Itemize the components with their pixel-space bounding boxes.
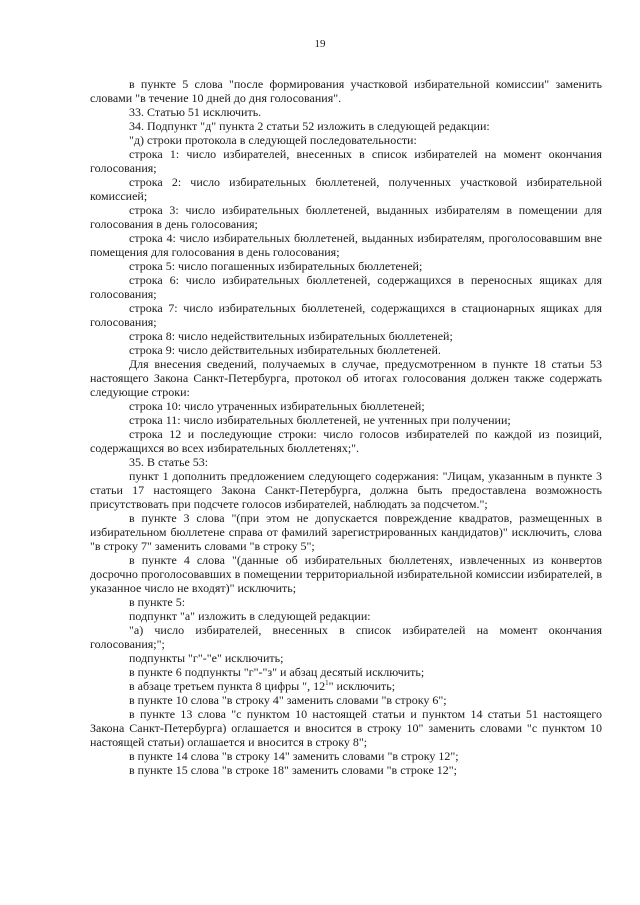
text-fragment: в абзаце третьем пункта 8 цифры ", 12 — [129, 679, 326, 693]
paragraph — [90, 679, 602, 693]
paragraph: в пункте 14 слова "в строку 14" заменить словами "в строку 12"; — [129, 749, 459, 763]
paragraph: строка 7: число избирательных бюллетеней, содержащихся в стационарных ящиках для голосования; — [90, 301, 602, 329]
paragraph: строка 5: число погашенных избирательных бюллетеней; — [129, 259, 423, 273]
paragraph: 35. В статье 53: — [129, 455, 209, 469]
paragraph: пункт 1 дополнить предложением следующего содержания: "Лицам, указанным в пункте 3 статьи 17 настоящего Закона Санкт-Петербурга, должна быть предоставлена возможность присутствовать при подсчете голосов избирателей, наблюдать за подсчетом."; — [90, 469, 602, 511]
paragraph: "а) число избирателей, внесенных в список избирателей на момент окончания голосования;"; — [90, 623, 602, 651]
paragraph: в пункте 15 слова "в строке 18" заменить словами "в строке 12"; — [129, 763, 458, 777]
paragraph: строка 12 и последующие строки: число голосов избирателей по каждой из позиций, содержащихся во всех избирательных бюллетенях;". — [90, 427, 602, 455]
text-fragment: " исключить; — [328, 679, 396, 693]
paragraph: "д) строки протокола в следующей последовательности: — [129, 133, 417, 147]
paragraph: строка 9: число действительных избирательных бюллетеней. — [129, 343, 441, 357]
paragraph: строка 3: число избирательных бюллетеней, выданных избирателям в помещении для голосования в день голосования; — [90, 203, 602, 231]
paragraph: в пункте 13 слова "с пунктом 10 настоящей статьи и пунктом 14 статьи 51 настоящего Закона Санкт-Петербурга) оглашается и вносится в строку 10" заменить словами "с пунктом 10 настоящей статьи) оглашается и вносится в строку 8"; — [90, 707, 602, 749]
paragraph: подпункт "а" изложить в следующей редакции: — [129, 609, 371, 623]
paragraph: подпункты "г"-"е" исключить; — [129, 651, 284, 665]
paragraph: строка 1: число избирателей, внесенных в список избирателей на момент окончания голосования; — [90, 147, 602, 175]
page-number: 19 — [314, 38, 326, 50]
paragraph: строка 8: число недействительных избирательных бюллетеней; — [129, 329, 453, 343]
paragraph: строка 10: число утраченных избирательных бюллетеней; — [129, 399, 425, 413]
superscript: 1 — [325, 679, 329, 687]
paragraph: 34. Подпункт "д" пункта 2 статьи 52 изложить в следующей редакции: — [129, 119, 490, 133]
paragraph: в пункте 4 слова "(данные об избирательных бюллетенях, извлеченных из конвертов досрочно проголосовавших в помещении территориальной избирательной комиссии избирателей, в указанное число не входят)" исключить; — [90, 553, 602, 595]
paragraph: в пункте 3 слова "(при этом не допускается повреждение квадратов, размещенных в избирательном бюллетене справа от фамилий зарегистрированных кандидатов)" исключить, слова "в строку 7" заменить словами "в строку 5"; — [90, 511, 602, 553]
paragraph: в пункте 5 слова "после формирования участковой избирательной комиссии" заменить словами "в течение 10 дней до дня голосования". — [90, 77, 602, 105]
paragraph: строка 11: число избирательных бюллетеней, не учтенных при получении; — [129, 413, 511, 427]
paragraph: строка 4: число избирательных бюллетеней, выданных избирателям, проголосовавшим вне помещения для голосования в день голосования; — [90, 231, 602, 259]
document-body — [90, 77, 602, 777]
paragraph: в пункте 10 слова "в строку 4" заменить словами "в строку 6"; — [129, 693, 447, 707]
paragraph: 33. Статью 51 исключить. — [129, 105, 262, 119]
paragraph: в пункте 6 подпункты "г"-"з" и абзац десятый исключить; — [129, 665, 425, 679]
paragraph: в пункте 5: — [129, 595, 186, 609]
paragraph: строка 6: число избирательных бюллетеней, содержащихся в переносных ящиках для голосования; — [90, 273, 602, 301]
paragraph: Для внесения сведений, получаемых в случае, предусмотренном в пункте 18 статьи 53 настоящего Закона Санкт-Петербурга, протокол об итогах голосования должен также содержать следующие строки: — [90, 357, 602, 399]
paragraph: строка 2: число избирательных бюллетеней, полученных участковой избирательной комиссией; — [90, 175, 602, 203]
